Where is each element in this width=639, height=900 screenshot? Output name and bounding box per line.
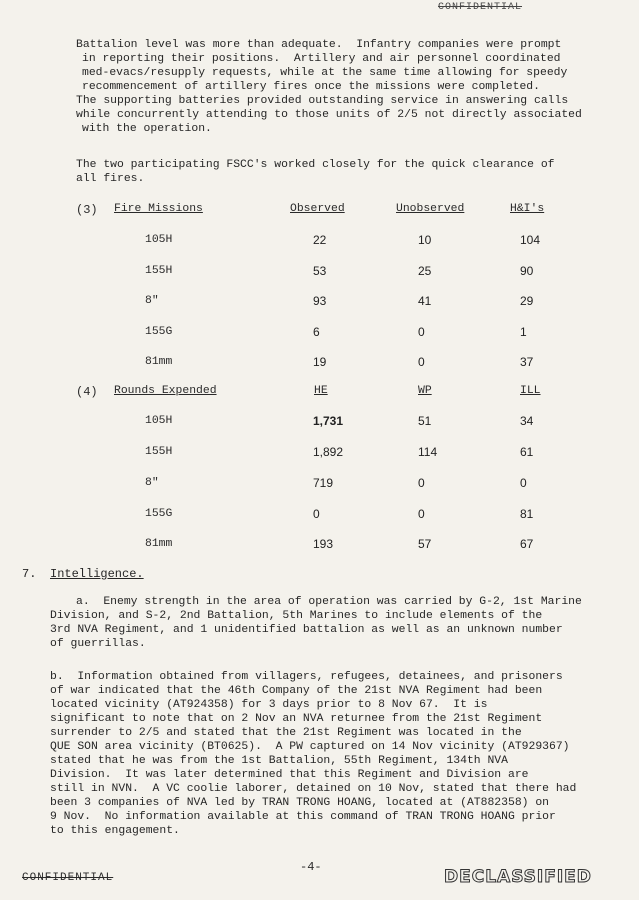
table-cell: 0 <box>313 507 320 521</box>
page-number: -4- <box>300 860 322 874</box>
table-cell: 29 <box>520 294 534 308</box>
table-cell: 10 <box>418 233 432 247</box>
table-cell: 1 <box>520 325 527 339</box>
fire-missions-title: Fire Missions <box>114 203 203 215</box>
table-row-label: 155G <box>145 326 173 338</box>
text-line: 3rd NVA Regiment, and 1 unidentified battalion as well as an unknown number <box>50 624 563 636</box>
table-cell: 0 <box>418 476 425 490</box>
table-cell: 81 <box>520 507 534 521</box>
table-cell: 1,731 <box>313 414 344 428</box>
table-row-label: 105H <box>145 234 173 246</box>
declassified-stamp: DECLASSIFIED <box>444 867 592 887</box>
column-header: ILL <box>520 385 541 397</box>
table-cell: 0 <box>418 355 425 369</box>
table-cell: 0 <box>520 476 527 490</box>
table-cell: 67 <box>520 537 534 551</box>
table-cell: 0 <box>418 325 425 339</box>
fire-missions-number: (3) <box>76 203 98 217</box>
table-cell: 57 <box>418 537 432 551</box>
text-line: to this engagement. <box>50 825 180 837</box>
table-row-label: 81mm <box>145 356 173 368</box>
table-row-label: 8" <box>145 295 159 307</box>
text-line: all fires. <box>76 173 145 185</box>
top-classification-mark: CONFIDENTIAL <box>438 2 523 13</box>
text-line: The supporting batteries provided outstanding service in answering calls <box>76 95 569 107</box>
table-cell: 193 <box>313 537 334 551</box>
text-line: located vicinity (AT924358) for 3 days prior to 8 Nov 67. It is <box>50 699 488 711</box>
table-row-label: 105H <box>145 415 173 427</box>
table-cell: 1,892 <box>313 445 344 459</box>
text-line: Division. It was later determined that this Regiment and Division are <box>50 769 529 781</box>
table-cell: 90 <box>520 264 534 278</box>
text-line: with the operation. <box>82 123 212 135</box>
text-line: recommencement of artillery fires once the missions were completed. <box>82 81 540 93</box>
column-header: Observed <box>290 203 345 215</box>
text-line: Division, and S-2, 2nd Battalion, 5th Marines to include elements of the <box>50 610 543 622</box>
text-line: QUE SON area vicinity (BT0625). A PW captured on 14 Nov vicinity (AT929367) <box>50 741 570 753</box>
table-cell: 61 <box>520 445 534 459</box>
table-row-label: 155G <box>145 508 173 520</box>
table-cell: 25 <box>418 264 432 278</box>
table-row-label: 155H <box>145 446 173 458</box>
text-line: surrender to 2/5 and stated that the 21st Regiment was located in the <box>50 727 522 739</box>
table-cell: 114 <box>418 445 438 459</box>
text-line: Battalion level was more than adequate. Infantry companies were prompt <box>76 39 562 51</box>
table-cell: 34 <box>520 414 534 428</box>
table-row-label: 155H <box>145 265 173 277</box>
text-line: of guerrillas. <box>50 638 146 650</box>
rounds-expended-number: (4) <box>76 385 98 399</box>
text-line: been 3 companies of NVA led by TRAN TRONG HOANG, located at (AT882358) on <box>50 797 549 809</box>
text-line: The two participating FSCC's worked closely for the quick clearance of <box>76 159 555 171</box>
text-line: b. Information obtained from villagers, refugees, detainees, and prisoners <box>50 671 563 683</box>
text-line: while concurrently attending to those units of 2/5 not directly associated <box>76 109 582 121</box>
column-header: H&I's <box>510 203 545 215</box>
column-header: HE <box>314 385 328 397</box>
table-cell: 53 <box>313 264 327 278</box>
text-line: a. Enemy strength in the area of operation was carried by G-2, 1st Marine <box>76 596 582 608</box>
text-line: of war indicated that the 46th Company of the 21st NVA Regiment had been <box>50 685 543 697</box>
column-header: Unobserved <box>396 203 465 215</box>
table-cell: 104 <box>520 233 541 247</box>
table-cell: 37 <box>520 355 534 369</box>
section-number: 7. <box>22 567 37 581</box>
table-cell: 719 <box>313 476 334 490</box>
column-header: WP <box>418 385 432 397</box>
table-cell: 0 <box>418 507 425 521</box>
table-cell: 41 <box>418 294 432 308</box>
table-cell: 19 <box>313 355 327 369</box>
table-row-label: 81mm <box>145 538 173 550</box>
text-line: in reporting their positions. Artillery and air personnel coordinated <box>82 53 561 65</box>
table-cell: 51 <box>418 414 432 428</box>
rounds-expended-title: Rounds Expended <box>114 385 217 397</box>
text-line: still in NVN. A VC coolie laborer, detained on 10 Nov, stated that there had <box>50 783 577 795</box>
table-cell: 6 <box>313 325 320 339</box>
footer-classification-mark: CONFIDENTIAL <box>22 872 114 884</box>
text-line: significant to note that on 2 Nov an NVA returnee from the 21st Regiment <box>50 713 543 725</box>
section-title: Intelligence. <box>50 567 144 581</box>
table-row-label: 8" <box>145 477 159 489</box>
text-line: med-evacs/resupply requests, while at the same time allowing for speedy <box>82 67 568 79</box>
table-cell: 93 <box>313 294 327 308</box>
text-line: 9 Nov. No information available at this command of TRAN TRONG HOANG prior <box>50 811 556 823</box>
text-line: stated that he was from the 1st Battalion, 55th Regiment, 134th NVA <box>50 755 508 767</box>
table-cell: 22 <box>313 233 327 247</box>
